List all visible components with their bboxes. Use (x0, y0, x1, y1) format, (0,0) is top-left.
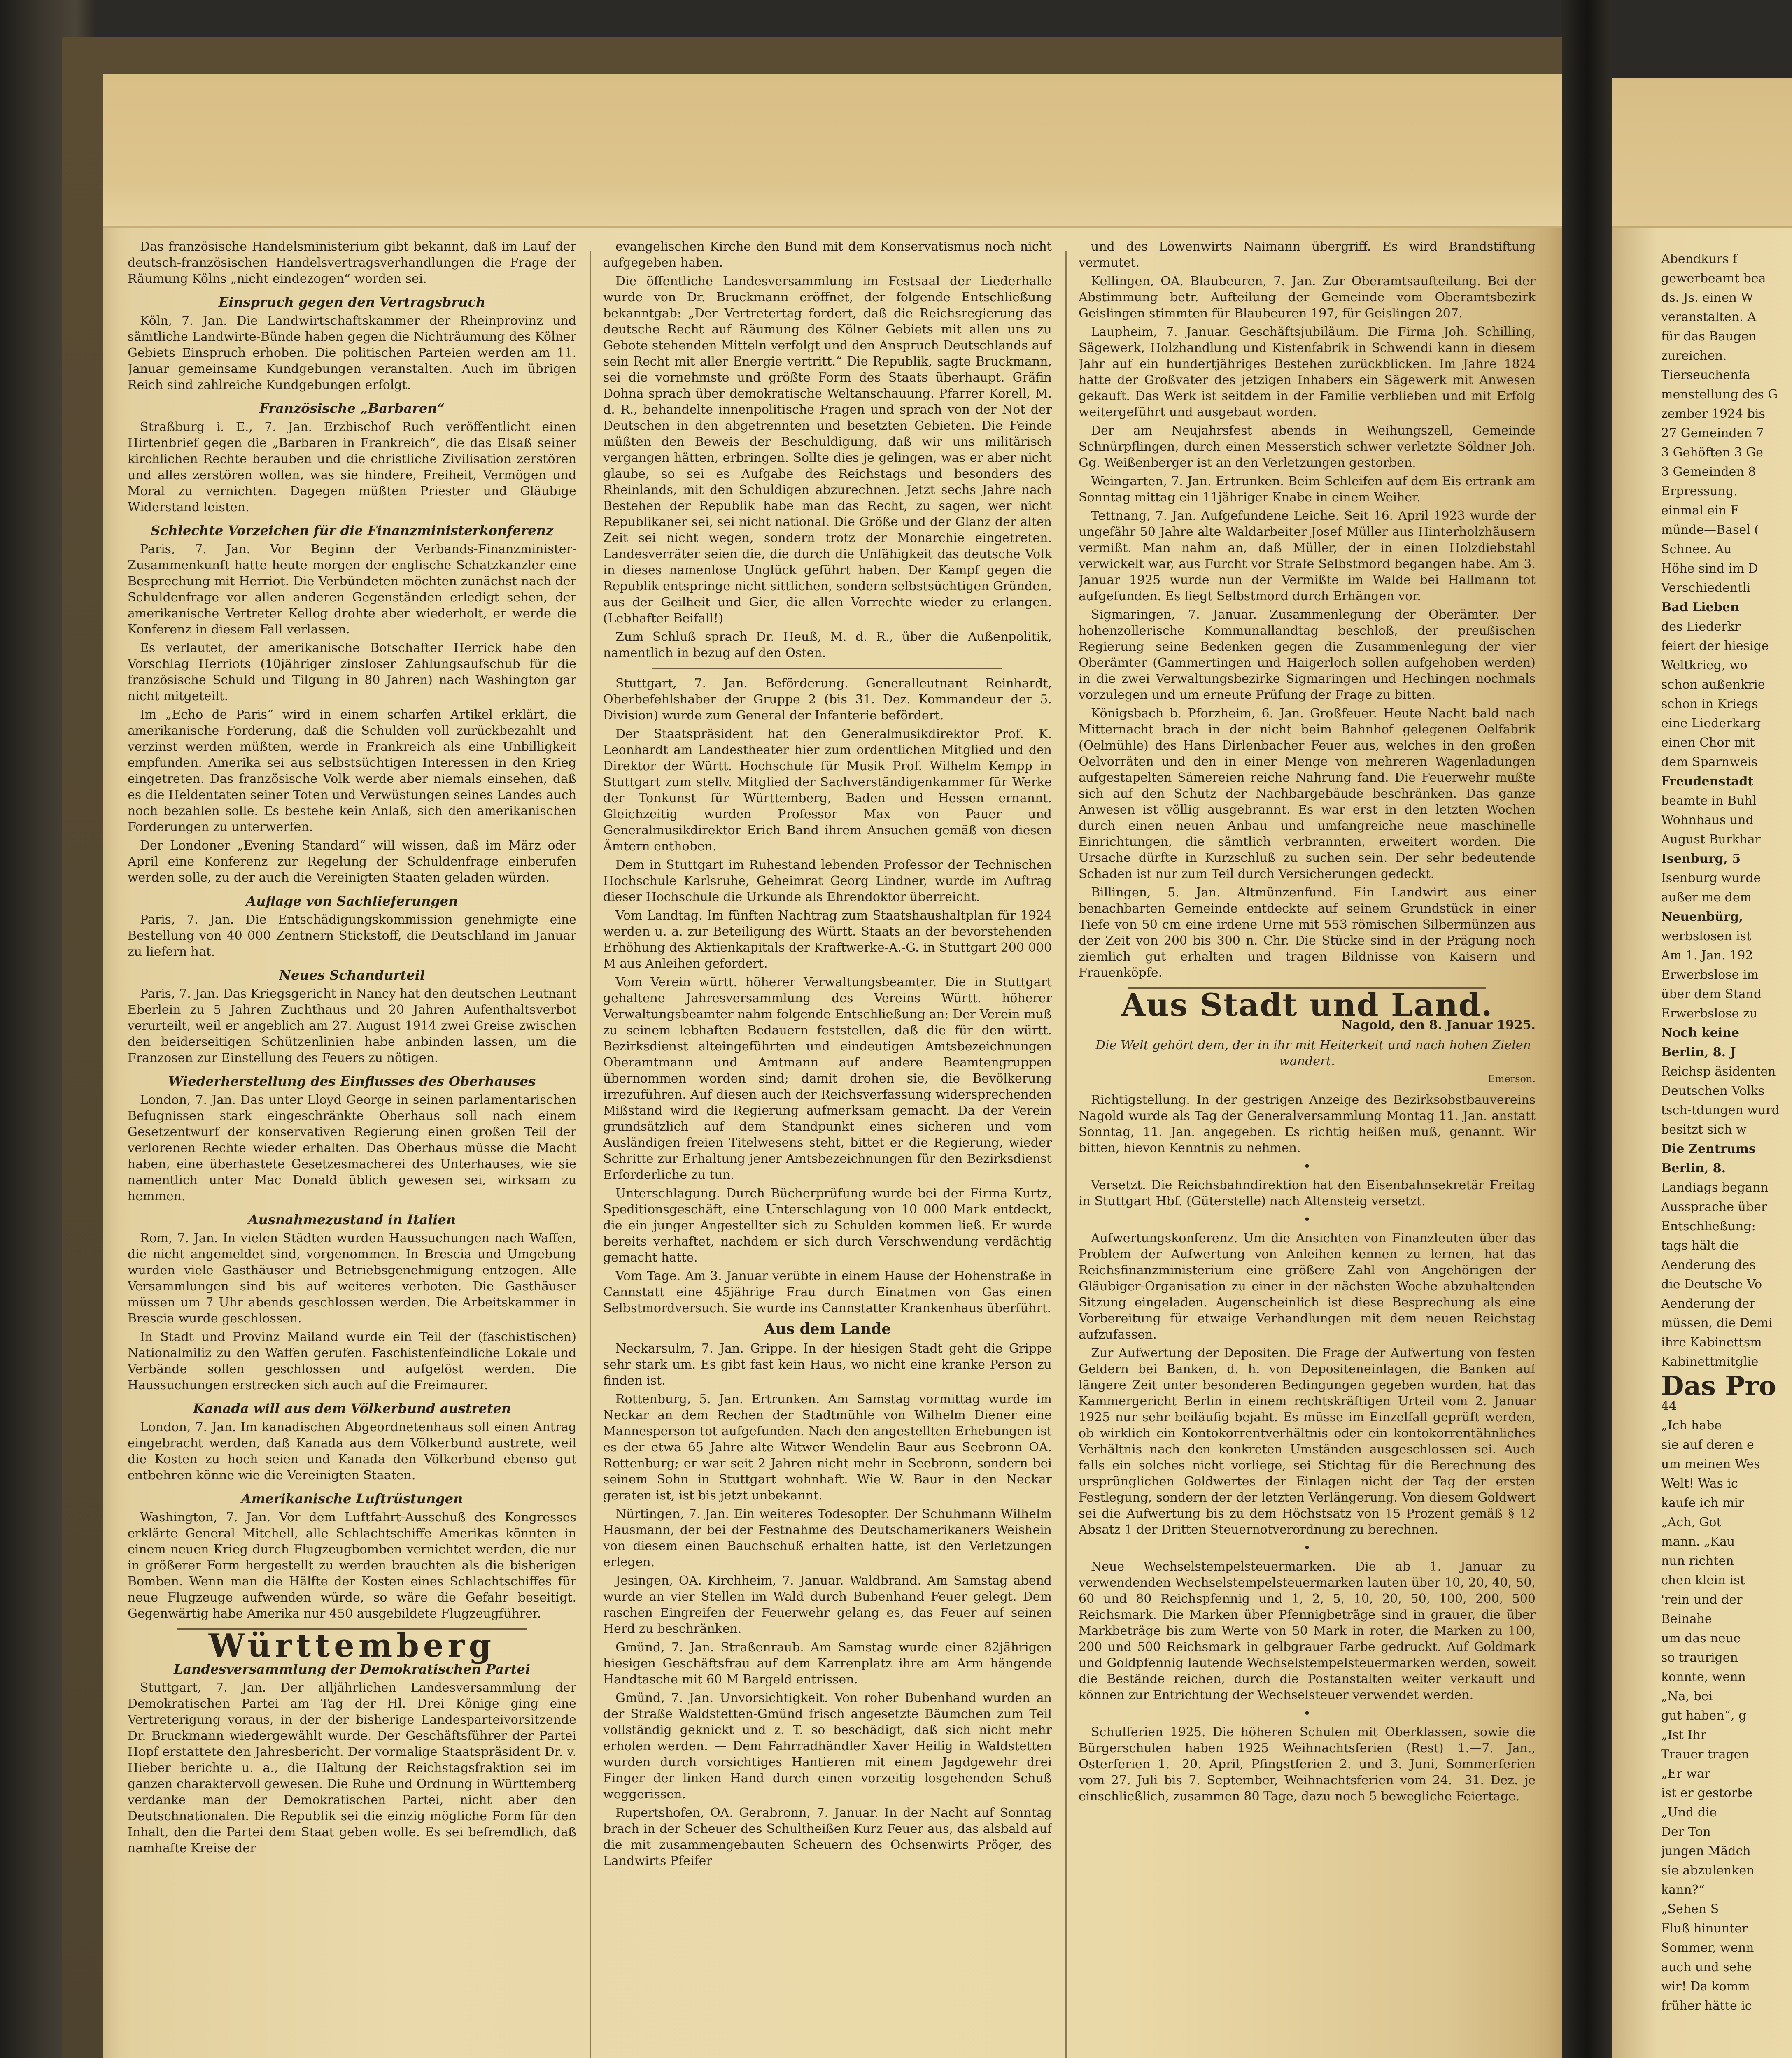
text-fragment: Neuenbürg, (1661, 910, 1743, 924)
text-fragment: des Liederkr (1661, 619, 1741, 634)
headline-oberhaus: Wiederherstellung des Einflusses des Oberhauses (168, 1073, 536, 1089)
article-paragraph: Rottenburg, 5. Jan. Ertrunken. Am Samstag vormittag wurde im Neckar an dem Rechen der Stadtmühle von Wilhelm Diener eine Mannesperson tot aufgefunden. Nach den angestellten Erhebungen ist es der etwa 65 Jahre alte Witwer Wendelin Baur aus Seebronn OA. Rottenburg; er war seit 2 Jahren nicht mehr in Seebronn, sondern bei seinem Sohn in Stuttgart wohnhaft. Wie W. Baur in den Neckar geraten ist, ist bis jetzt unbekannt. (603, 1392, 1052, 1503)
article-paragraph: Paris, 7. Jan. Die Entschädigungskommission genehmigte eine Bestellung von 40 000 Zentnern Stickstoff, die Deutschland im Januar zu liefern hat. (128, 913, 576, 959)
text-fragment: außer me dem (1661, 890, 1752, 905)
article-paragraph: Zum Schluß sprach Dr. Heuß, M. d. R., über die Außenpolitik, namentlich in bezug auf den Osten. (603, 630, 1052, 660)
article-paragraph: London, 7. Jan. Das unter Lloyd George in seinen parlamentarischen Befugnissen stark eingeschränkte Oberhaus soll nach einem Gesetzentwurf der konservativen Regierung einen großen Teil der verlorenen Rechte wieder erhalten. Das Oberhaus müsse die Macht haben, eine überhastete Gesetzesmacherei des Unterhauses, wie sie namentlich unter Mac Donald üblich gewesen sei, wirksam zu hemmen. (128, 1093, 576, 1204)
text-fragment: Landiags begann (1661, 1180, 1769, 1195)
text-fragment: Fluß hinunter (1661, 1921, 1748, 1936)
text-fragment: „Er war (1661, 1767, 1710, 1781)
headline-kanada: Kanada will aus dem Völkerbund austreten (193, 1401, 511, 1416)
article-paragraph: Königsbach b. Pforzheim, 6. Jan. Großfeuer. Heute Nacht bald nach Mitternacht brach in der nicht beim Bahnhof gelegenen Oelfabrik (Oelmühle) des Hans Dirlenbacher Feuer aus, welches in den großen Oelvorräten und den in einer Menge von mehreren Wagenladungen aufgestapelten Sämereien reiche Nahrung fand. Die Feuerwehr mußte sich auf den Schutz der Nachbargebäude beschränken. Das ganze Anwesen ist völlig ausgebrannt. Es war erst in den letzten Wochen durch einen neuen Anbau und umfangreiche neue maschinelle Einrichtungen, die sämtlich verbrannten, erweitert worden. Die Ursache dürfte in Kurzschluß zu suchen sein. Der sehr bedeutende Schaden ist nur zum Teil durch Versicherungen gedeckt. (1079, 706, 1536, 881)
text-fragment: ihre Kabinettsm (1661, 1335, 1762, 1350)
article-intro: Das französische Handelsministerium gibt bekannt, daß im Lauf der deutsch-französischen Handelsvertragsverhandlungen die Frage der Räumung Kölns „nicht eindezogen“ worden sei. (128, 240, 576, 286)
text-fragment: Aussprache über (1661, 1200, 1767, 1214)
text-fragment: gut haben“, g (1661, 1709, 1747, 1723)
article-paragraph: Neue Wechselstempelsteuermarken. Die ab 1. Januar zu verwendenden Wechselstempelsteuermarken lauten über 10, 20, 40, 50, 60 und 80 Reichspfennig und 1, 2, 5, 10, 20, 50, 100, 200, 500 Reichsmark. Die Marken über Pfennigbeträge sind in grauer, die über Markbeträge bis zum Werte von 50 Mark in roter, die Marken zu 100, 200 und 500 Reichsmark in gelbgrauer Farbe gedruckt. Auf Goldmark und Goldpfennig lautende Wechselstempelsteuermarken werden, soweit die Bestände reichen, durch die Postanstalten weiter verkauft und können zur Entrichtung der Wechselsteuer verwendet werden. (1079, 1560, 1536, 1702)
article-divider (652, 668, 1002, 669)
text-fragment: kann?“ (1661, 1883, 1705, 1897)
article-paragraph: Rom, 7. Jan. In vielen Städten wurden Haussuchungen nach Waffen, die nicht angemeldet sind, vorgenommen. In Brescia und Umgebung wurden viele Gasthäuser und Betriebsgenehmigung entzogen. Alle Versammlungen sind bis auf weiteres verboten. Die Gasthäuser müssen um 7 Uhr abends geschlossen werden. Die Arbeitskammer in Brescia wurde geschlossen. (128, 1231, 576, 1326)
text-fragment: feiert der hiesige (1661, 639, 1769, 653)
article-paragraph: Paris, 7. Jan. Vor Beginn der Verbands-Finanzminister-Zusammenkunft hatte heute morgen der englische Schatzkanzler eine Besprechung mit Herriot. Die Verbündeten möchten zunächst nach der Schuldenfrage vor allen anderen Gegenständen erledigt sehen, der amerikanische Vertreter Kellog drohte aber wiederholt, er werde die Konferenz in diesem Fall verlassen. (128, 542, 576, 637)
text-fragment: Sommer, wenn (1661, 1941, 1754, 1955)
text-fragment: die Deutsche Vo (1661, 1277, 1762, 1292)
text-fragment: mann. „Kau (1661, 1534, 1735, 1549)
text-fragment: Erwerbslose im (1661, 968, 1759, 982)
text-fragment: Beinahe (1661, 1612, 1712, 1626)
paper-top-strip (103, 74, 1562, 228)
column-3 (1079, 239, 1536, 2058)
text-fragment: zureichen. (1661, 349, 1727, 363)
separator-mark: • (1303, 1159, 1311, 1174)
adjacent-page-fragment (1612, 78, 1792, 2058)
text-fragment: müssen, die Demi (1661, 1316, 1773, 1330)
text-fragment: August Burkhar (1661, 832, 1761, 847)
text-fragment: „Ist Ihr (1661, 1728, 1706, 1742)
text-fragment: 'rein und der (1661, 1592, 1743, 1607)
article-paragraph: Nürtingen, 7. Jan. Ein weiteres Todesopfer. Der Schuhmann Wilhelm Hausmann, der bei der Festnahme des Deutschamerikaners Weishein von diesem einen Bauchschuß erhalten hatte, ist den Verletzungen erlegen. (603, 1507, 1052, 1569)
article-paragraph: In Stadt und Provinz Mailand wurde ein Teil der (faschistischen) Nationalmiliz zu den Waffen gerufen. Faschistenfeindliche Lokale und Verbände sollen geschlossen und aufgelöst werden. Die Haussuchungen erstrecken sich auch auf die Freimaurer. (128, 1330, 576, 1392)
article-paragraph: Versetzt. Die Reichsbahndirektion hat den Eisenbahnsekretär Freitag in Stuttgart Hbf. (Güterstelle) nach Altensteig versetzt. (1079, 1178, 1536, 1208)
article-paragraph: Vom Landtag. Im fünften Nachtrag zum Staatshaushaltplan für 1924 werden u. a. zur Beteiligung des Württ. Staats an der bevorstehenden Erhöhung des Aktienkapitals der Kraftwerke-A.-G. in Stuttgart 200 000 M aus Anleihen gefordert. (603, 908, 1052, 971)
text-fragment: ist er gestorbe (1661, 1786, 1752, 1800)
text-fragment: Aenderung der (1661, 1297, 1755, 1311)
text-fragment: werbslosen ist (1661, 929, 1752, 943)
text-fragment: Höhe sind im D (1661, 561, 1758, 576)
article-paragraph: Schulferien 1925. Die höheren Schulen mit Oberklassen, sowie die Bürgerschulen haben 1925 Weihnachtsferien (Rest) 1.—7. Jan., Osterferien 1.—20. April, Pfingstferien 2. und 3. Juni, Sommerferien vom 27. Juli bis 7. September, Weihnachtsferien vom 24.—31. Dez. je einschließlich, zusammen 80 Tage, dazu noch 5 bewegliche Feiertage. (1079, 1725, 1536, 1804)
column-1 (128, 239, 576, 2058)
text-fragment: einen Chor mit (1661, 736, 1755, 750)
headline-einspruch: Einspruch gegen den Vertragsbruch (218, 294, 486, 310)
book-gutter (1562, 0, 1612, 2058)
newspaper-page (103, 74, 1562, 2058)
article-paragraph: und des Löwenwirts Naimann übergriff. Es wird Brandstiftung vermutet. (1079, 240, 1536, 270)
text-fragment: über dem Stand (1661, 987, 1762, 1001)
text-fragment: Abendkurs f (1661, 252, 1738, 266)
text-fragment: münde—Basel ( (1661, 523, 1759, 537)
section-title-aus-stadt-und-land: Aus Stadt und Land. (1121, 987, 1493, 1023)
text-fragment: so traurigen (1661, 1651, 1738, 1665)
article-paragraph: London, 7. Jan. Im kanadischen Abgeordnetenhaus soll einen Antrag eingebracht werden, daß Kanada aus dem Völkerbund austrete, weil die Kosten zu hoch seien und Kanada den Völkerbund ebenso gut entbehren könne wie die Vereinigten Staaten. (128, 1420, 576, 1483)
text-fragment: früher hätte ic (1661, 1999, 1752, 2013)
headline-aus-dem-lande: Aus dem Lande (764, 1320, 891, 1338)
text-fragment: eine Liederkarg (1661, 716, 1761, 731)
article-paragraph: Im „Echo de Paris“ wird in einem scharfen Artikel erklärt, die amerikanische Forderung, daß die Schulden voll zurückbezahlt und verzinst werden müßten, werde in Frankreich als eine Unbilligkeit empfunden. Amerika sei aus selbstsüchtigen Interessen in den Krieg eingetreten. Das französische Volk werde aber niemals einsehen, daß es die Heldentaten seiner Toten und Verwüstungen seines Landes auch noch bezahlen solle. Es bestehe kein Anlaß, sich den amerikanischen Forderungen zu unterwerfen. (128, 708, 576, 834)
text-fragment: zember 1924 bis (1661, 407, 1765, 421)
text-fragment: Entschließung: (1661, 1219, 1756, 1234)
article-paragraph: Billingen, 5. Jan. Altmünzenfund. Ein Landwirt aus einer benachbarten Gemeinde entdeckte auf seinem Grundstück in einer Tiefe von 50 cm eine irdene Urne mit 553 römischen Silbermünzen aus der Zeit von 200 bis 300 n. Chr. Die Stücke sind in der Prägung noch ziemlich gut erhalten und tragen Bildnisse von Kaisern und Frauenköpfe. (1079, 885, 1536, 980)
article-paragraph: Es verlautet, der amerikanische Botschafter Herrick habe den Vorschlag Herriots (10jähriger zinsloser Zahlungsaufschub für die französische Schuld und Tilgung in 80 Jahren) nach Washington gar nicht mitgeteilt. (128, 641, 576, 703)
text-fragment: tags hält die (1661, 1239, 1739, 1253)
text-fragment: menstellung des G (1661, 387, 1778, 402)
paper-top-strip (1612, 78, 1792, 228)
text-fragment: Tierseuchenfa (1661, 368, 1750, 382)
article-paragraph: Richtigstellung. In der gestrigen Anzeige des Bezirksobstbauvereins Nagold wurde als Tag der Generalversammlung Montag 11. Jan. anstatt Sonntag, 11. Jan. angegeben. Es richtig heißen muß, genannt. Wir bitten, hievon Kenntnis zu nehmen. (1079, 1093, 1536, 1155)
text-fragment: konnte, wenn (1661, 1670, 1746, 1684)
headline-italien: Ausnahmezustand in Italien (248, 1212, 456, 1227)
text-fragment: Reichsp äsidenten (1661, 1064, 1776, 1079)
text-fragment: gewerbeamt bea (1661, 271, 1766, 286)
text-fragment: Erwerbslose zu (1661, 1006, 1758, 1021)
text-fragment: für das Baugen (1661, 329, 1757, 344)
article-paragraph: Weingarten, 7. Jan. Ertrunken. Beim Schleifen auf dem Eis ertrank am Sonntag mittag ein 11jähriger Knabe in einem Weiher. (1079, 474, 1536, 505)
article-paragraph: Der am Neujahrsfest abends in Weihungszell, Gemeinde Schnürpflingen, durch einen Messerstich schwer verletzte Söldner Joh. Gg. Weißenberger ist an den Verletzungen gestorben. (1079, 424, 1536, 470)
article-paragraph: Der Staatspräsident hat den Generalmusikdirektor Prof. K. Leonhardt am Landestheater hier zum ordentlichen Mitglied und den Direktor der Württ. Hochschule für Musik Prof. Wilhelm Kempp in Stuttgart zum stellv. Mitglied der Sachverständigenkammer für Werke der Tonkunst für Württemberg, Baden und Hessen ernannt. Gleichzeitig wurden Professor Max von Pauer und Generalmusikdirektor Erich Band ihrem Ansuchen gemäß von diesen Ämtern enthoben. (603, 727, 1052, 854)
article-paragraph: Kellingen, OA. Blaubeuren, 7. Jan. Zur Oberamtsaufteilung. Bei der Abstimmung betr. Aufteilung der Gemeinde vom Oberamtsbezirk Geislingen stimmten für Blaubeuren 197, für Geislingen 207. (1079, 274, 1536, 321)
text-fragment: sie abzulenken (1661, 1863, 1755, 1878)
text-fragment: 3 Gemeinden 8 (1661, 465, 1756, 479)
article-paragraph: Laupheim, 7. Januar. Geschäftsjubiläum. Die Firma Joh. Schilling, Sägewerk, Holzhandlung und Kistenfabrik in Schwendi kann in diesem Jahr auf ein hundertjähriges Bestehen zurückblicken. Im Jahre 1824 hatte der Großvater des jetzigen Inhabers ein Sägewerk mit Anwesen gekauft. Das Werk ist seitdem in der Familie verblieben und mit Erfolg weitergeführt und ausgebaut worden. (1079, 325, 1536, 419)
text-fragment: Isenburg wurde (1661, 871, 1761, 885)
column-rule (590, 251, 591, 2058)
text-fragment: jungen Mädch (1661, 1844, 1751, 1858)
text-fragment: wir! Da komm (1661, 1979, 1750, 1994)
headline-schandurteil: Neues Schandurteil (279, 967, 425, 983)
text-fragment: einmal ein E (1661, 503, 1740, 518)
column-2 (603, 239, 1052, 2058)
text-fragment: „Ich habe (1661, 1418, 1722, 1433)
text-fragment: Deutschen Volks (1661, 1084, 1765, 1098)
text-fragment: ds. Js. einen W (1661, 291, 1754, 305)
text-fragment: tsch-tdungen wurd (1661, 1103, 1780, 1117)
text-fragment: Welt! Was ic (1661, 1476, 1738, 1491)
separator-mark: • (1303, 1541, 1311, 1555)
text-fragment: „Sehen S (1661, 1902, 1719, 1916)
separator-mark: • (1303, 1706, 1311, 1721)
text-fragment: „Und die (1661, 1805, 1717, 1820)
text-fragment: veranstalten. A (1661, 310, 1757, 324)
text-fragment: 27 Gemeinden 7 (1661, 426, 1764, 440)
text-fragment: besitzt sich w (1661, 1122, 1747, 1137)
separator-mark: • (1303, 1213, 1311, 1227)
text-fragment: Wohnhaus und (1661, 813, 1754, 827)
article-paragraph: Gmünd, 7. Jan. Straßenraub. Am Samstag wurde einer 82jährigen hiesigen Geschäftsfrau auf dem Karrenplatz ihre am Arm hängende Handtasche mit 60 M Bargeld entrissen. (603, 1640, 1052, 1687)
article-paragraph: Paris, 7. Jan. Das Kriegsgericht in Nancy hat den deutschen Leutnant Eberlein zu 5 Jahren Zuchthaus und 20 Jahren Aufenthaltsverbot verurteilt, weil er angeblich am 27. August 1914 zwei Greise zwischen den beiderseitigen Schützenlinien habe anbinden lassen, um die Franzosen zur Einstellung des Feuers zu nötigen. (128, 987, 576, 1065)
headline-sachlieferungen: Auflage von Sachlieferungen (246, 893, 458, 909)
text-fragment: schon außenkrie (1661, 677, 1765, 692)
article-paragraph: Neckarsulm, 7. Jan. Grippe. In der hiesigen Stadt geht die Grippe sehr stark um. Es gibt fast kein Haus, wo nicht eine kranke Person zu finden ist. (603, 1341, 1052, 1388)
article-paragraph: Köln, 7. Jan. Die Landwirtschaftskammer der Rheinprovinz und sämtliche Landwirte-Bünde haben gegen die Nichträumung des Kölner Gebiets Einspruch erhoben. Die politischen Parteien werden am 11. Januar gemeinsame Kundgebungen veranstalten. Auch im übrigen Reich sind zahlreiche Kundgebungen erfolgt. (128, 314, 576, 392)
article-paragraph: Washington, 7. Jan. Vor dem Luftfahrt-Ausschuß des Kongresses erklärte General Mitchell, alle Schlachtschiffe Amerikas könnten in einem neuen Krieg durch Flugzeugbomben vernichtet werden, die nur in größerer Form hergestellt zu werden brauchten als die bisherigen Bomben. Wenn man die Hälfte der Kosten eines Schlachtschiffes für neue Flugzeuge aufwenden würde, so wäre die Gefahr beseitigt. Gegenwärtig habe Amerika nur 450 ausgebildete Flugzeugführer. (128, 1510, 576, 1621)
dateline: Nagold, den 8. Januar 1925. (1341, 1018, 1536, 1032)
text-fragment: „Ach, Got (1661, 1515, 1722, 1530)
text-fragment: auch und sehe (1661, 1960, 1752, 1974)
text-fragment: Trauer tragen (1661, 1747, 1749, 1762)
motto: Die Welt gehört dem, der in ihr mit Heiterkeit und nach hohen Zielen wandert. (1095, 1038, 1531, 1069)
text-fragment: Isenburg, 5 (1661, 852, 1741, 866)
text-fragment: nun richten (1661, 1554, 1734, 1568)
article-paragraph: Zur Aufwertung der Depositen. Die Frage der Aufwertung von festen Geldern bei Banken, d. h. von Depositeneinlagen, die Banken auf längere Zeit unter besonderen Bedingungen gegeben wurden, hat das Kammergericht Berlin in einem rechtskräftigen Urteil vom 2. Januar 1925 nur sehr beiläufig bejaht. Es müsse im Einzelfall geprüft werden, ob wirklich ein Kontokorrentverhältnis oder ein kontokorrentähnliches Verhältnis nach den konkreten Umständen ausgeschlossen sei. Auch falls ein solches nicht vorliege, sei Stichtag für die Berechnung des ursprünglichen Goldwertes der Einlagen nicht der Tag der ersten Festlegung, sondern der der letzten Verlängerung. Von diesem Goldwert sei die Aufwertung bis zu dem Höchstsatz von 15 Prozent gemäß § 12 Absatz 1 der Dritten Steuernotverordnung zu berechnen. (1079, 1346, 1536, 1537)
article-paragraph: Rupertshofen, OA. Gerabronn, 7. Januar. In der Nacht auf Sonntag brach in der Scheuer des Schultheißen Kurz Feuer aus, das alsbald auf die mit zusammengebauten Scheuern des Ochsenwirts Pröger, des Landwirts Pfeifer (603, 1806, 1052, 1868)
text-fragment: schon in Kriegs (1661, 697, 1758, 711)
text-fragment: Aenderung des (1661, 1258, 1756, 1272)
column-rule (1065, 251, 1067, 2058)
text-fragment: „Na, bei (1661, 1689, 1713, 1704)
article-paragraph: Sigmaringen, 7. Januar. Zusammenlegung der Oberämter. Der hohenzollerische Kommunallandtag beschloß, der preußischen Regierung seine Bedenken gegen die Zusammenlegung der vier Oberämter (Gammertingen und Haigerloch sollen aufgehoben werden) in die zwei Verwaltungsbezirke Sigmaringen und Hechingen nochmals vorzulegen und um erneute Prüfung der Frage zu bitten. (1079, 608, 1536, 702)
article-paragraph: Straßburg i. E., 7. Jan. Erzbischof Ruch veröffentlicht einen Hirtenbrief gegen die „Barbaren in Frankreich“, die das Elsaß seiner kirchlichen Rechte berauben und die christliche Zivilisation zerstören und alles zerstören wollen, was sie hindere, Freiheit, Vermögen und Moral zu vernichten. Dagegen müßten Priester und Gläubige Widerstand leisten. (128, 420, 576, 514)
text-fragment: beamte in Buhl (1661, 794, 1757, 808)
article-paragraph: Tettnang, 7. Jan. Aufgefundene Leiche. Seit 16. April 1923 wurde der ungefähr 50 Jahre alte Waldarbeiter Josef Müller aus Hinterholzhäusern vermißt. Man nahm an, daß Müller, der in einen Holzdiebstahl verwickelt war, aus Furcht vor Strafe Selbstmord begangen habe. Am 3. Januar 1925 wurde nun der Vermißte im Walde bei Hallmann tot aufgefunden. Es liegt Selbstmord durch Erhängen vor. (1079, 509, 1536, 603)
text-fragment: Am 1. Jan. 192 (1661, 948, 1753, 963)
adjacent-column (1661, 251, 1792, 2058)
text-fragment: Verschiedentli (1661, 581, 1751, 595)
headline-barbaren: Französische „Barbaren“ (259, 400, 445, 416)
text-fragment: Berlin, 8. J (1661, 1045, 1736, 1059)
article-paragraph: Vom Tage. Am 3. Januar verübte in einem Hause der Hohenstraße in Cannstatt eine 45jährige Frau durch Einatmen von Gas einen Selbstmordversuch. Sie wurde ins Cannstatter Krankenhaus überführt. (603, 1269, 1052, 1315)
text-fragment: Berlin, 8. (1661, 1161, 1726, 1176)
headline-luftruestungen: Amerikanische Luftrüstungen (241, 1491, 463, 1506)
article-paragraph: Stuttgart, 7. Jan. Der alljährlichen Landesversammlung der Demokratischen Partei am Tag der Hl. Drei Könige ging eine Vertreterigung voraus, in der der bisherige Landesparteivorsitzende Dr. Bruckmann wiedergewählt wurde. Der Geschäftsführer der Partei Hopf erstattete den Jahresbericht. Der vormalige Staatspräsident Dr. v. Hieber berichte u. a., die Haltung der Reichstagsfraktion sei im ganzen charaktervoll gewesen. Die Ruhe und Ordnung in Württemberg verdanke man der Demokratischen Partei, nicht aber den Deutschnationalen. Die Republik sei die einzig mögliche Form für den Inhalt, den die Partei dem Staat geben wolle. Es sei befremdlich, daß namhafte Kreise der (128, 1681, 576, 1855)
article-paragraph: Vom Verein württ. höherer Verwaltungsbeamter. Die in Stuttgart gehaltene Jahresversammlung des Vereins Württ. höherer Verwaltungsbeamter nahm folgende Entschließung an: Der Verein muß zu seinem lebhaften Bedauern feststellen, daß die für den württ. Bezirksdienst alteingeführten und eindeutigen Amtsbezeichnungen Oberamtmann und Amtmann auf andere Beamtengruppen übernommen worden sind; damit drohen sie, die Bevölkerung irrezuführen. Auf diesen auch der Reichsverfassung widersprechenden Mißstand wird die Regierung aufmerksam gemacht. Da der Verein grundsätzlich auf dem Standpunkt eines sicheren und vom Ausländigen freien Titelwesens steht, bittet er die Regierung, wieder Schritte zur Erhaltung jener Amtsbezeichnungen für den Bezirksdienst Erforderliche zu tun. (603, 975, 1052, 1182)
text-fragment: Schnee. Au (1661, 542, 1732, 556)
section-title-wuerttemberg: Württemberg (208, 1627, 496, 1665)
serial-number: 44 (1661, 1399, 1677, 1413)
text-fragment: dem Sparnweis (1661, 755, 1758, 769)
text-fragment: Der Ton (1661, 1825, 1711, 1839)
text-fragment: Erpressung. (1661, 484, 1738, 498)
article-paragraph: Aufwertungskonferenz. Um die Ansichten von Finanzleuten über das Problem der Aufwertung von Anleihen kennen zu lernen, hat das Reichsfinanzministerium eine größere Zahl von Angehörigen der Gläubiger-Organisation zu einer in der nächsten Woche abzuhaltenden Sitzung eingeladen. Augenscheinlich ist diese Besprechung als eine Vorbereitung für etwaige Verhandlungen mit dem neuen Reichstag aufzufassen. (1079, 1231, 1536, 1342)
article-paragraph: Jesingen, OA. Kirchheim, 7. Januar. Waldbrand. Am Samstag abend wurde an vier Stellen im Wald durch Bubenhand Feuer gelegt. Dem raschen Eingreifen der Feuerwehr gelang es, das Feuer auf seinen Herd zu beschränken. (603, 1574, 1052, 1636)
text-fragment: sie auf deren e (1661, 1438, 1754, 1452)
article-paragraph: Dem in Stuttgart im Ruhestand lebenden Professor der Technischen Hochschule Karlsruhe, Geheimrat Georg Lindner, wurde im Auftrag dieser Hochschule die Urkunde als Ehrendoktor überreicht. (603, 858, 1052, 904)
text-fragment: Die Zentrums (1661, 1142, 1756, 1156)
article-paragraph: Unterschlagung. Durch Bücherprüfung wurde bei der Firma Kurtz, Speditionsgeschäft, eine Unterschlagung von 10 000 Mark entdeckt, die ein junger Angestellter sich zu Schulden kommen ließ. Er wurde bereits verhaftet, nachdem er sich durch Verschwendung verdächtig gemacht hatte. (603, 1186, 1052, 1265)
article-paragraph: evangelischen Kirche den Bund mit dem Konservatismus noch nicht aufgegeben haben. (603, 240, 1052, 270)
article-paragraph: Stuttgart, 7. Jan. Beförderung. Generalleutnant Reinhardt, Oberbefehlshaber der Gruppe 2 (bis 31. Dez. Kommandeur der 5. Division) wurde zum General der Infanterie befördert. (603, 676, 1052, 723)
headline-landesversammlung: Landesversammlung der Demokratischen Partei (173, 1661, 531, 1677)
text-fragment: chen klein ist (1661, 1573, 1745, 1588)
article-paragraph: Gmünd, 7. Jan. Unvorsichtigkeit. Von roher Bubenhand wurden an der Straße Waldstetten-Gmünd frisch angesetzte Bäumchen zum Teil vollständig geknickt und z. T. so beschädigt, daß sich nicht mehr erholen werden. — Dem Fahrradhändler Xaver Heilig in Waldstetten wurden durch vorsichtiges Hantieren mit einem Jagdgewehr drei Finger der linken Hand durch einen vorzeitig losgehenden Schuß weggerissen. (603, 1691, 1052, 1802)
motto-author: Emerson. (1488, 1073, 1536, 1085)
text-fragment: Bad Lieben (1661, 600, 1739, 615)
article-paragraph: Die öffentliche Landesversammlung im Festsaal der Liederhalle wurde von Dr. Bruckmann eröffnet, der folgende Entschließung bekanntgab: „Der Vertretertag fordert, daß die Reichsregierung das deutsche Recht auf Räumung des Kölner Gebiets mit allen uns zu Gebote stehenden Mitteln verfolgt und den Anspruch Deutschlands auf sein Recht mit aller Energie vertritt.“ Die Republik, sagte Bruckmann, sei die vornehmste und größte Form des Staats überhaupt. Gräfin Dohna sprach über demokratische Weltanschauung. Pfarrer Korell, M. d. R., behandelte innenpolitische Fragen und sprach von der Not der Deutschen in den abgetrennten und besetzten Gebieten. Die Feinde müßten den Beweis der Beschuldigung, daß wir uns militärisch vergangen hätten, erbringen. Sollte dies je gelingen, was er aber nicht glaube, so sei es Aufgabe des Reichstags und besonders des Rheinlands, mit den Schuldigen abzurechnen. Jetzt sechs Jahre nach Bestehen der Republik habe man das Recht, zu sagen, wer nicht Republikaner sei, sei nicht national. Die Größe und der Glanz der alten Zeit sei nicht wegen, sondern trotz der Monarchie eingetreten. Landesverräter seien die, die durch die Unfähigkeit das deutsche Volk in dieses namenlose Unglück geführt haben. Der Kampf gegen die Republik entspringe nicht sittlichen, sondern selbstsüchtigen Gründen, aus der Geilheit und Gier, die allen Vorrechte wieder zu erlangen. (Lebhafter Beifall!) (603, 274, 1052, 626)
text-fragment: Weltkrieg, wo (1661, 658, 1748, 673)
text-fragment: um das neue (1661, 1631, 1741, 1646)
text-fragment: kaufe ich mir (1661, 1496, 1744, 1510)
text-fragment: Kabinettmitglie (1661, 1355, 1759, 1369)
text-fragment: um meinen Wes (1661, 1457, 1760, 1471)
text-fragment: 3 Gehöften 3 Ge (1661, 445, 1763, 460)
article-paragraph: Der Londoner „Evening Standard“ will wissen, daß im März oder April eine Konferenz zur Regelung der Schuldenfrage einberufen werden solle, zu der auch die Vereinigten Staaten geladen würden. (128, 838, 576, 885)
text-fragment: Noch keine (1661, 1026, 1740, 1040)
headline-finanzministerkonferenz: Schlechte Vorzeichen für die Finanzministerkonferenz (150, 523, 554, 538)
serial-title-fragment: Das Pro (1661, 1371, 1776, 1401)
text-fragment: Freudenstadt (1661, 774, 1754, 789)
